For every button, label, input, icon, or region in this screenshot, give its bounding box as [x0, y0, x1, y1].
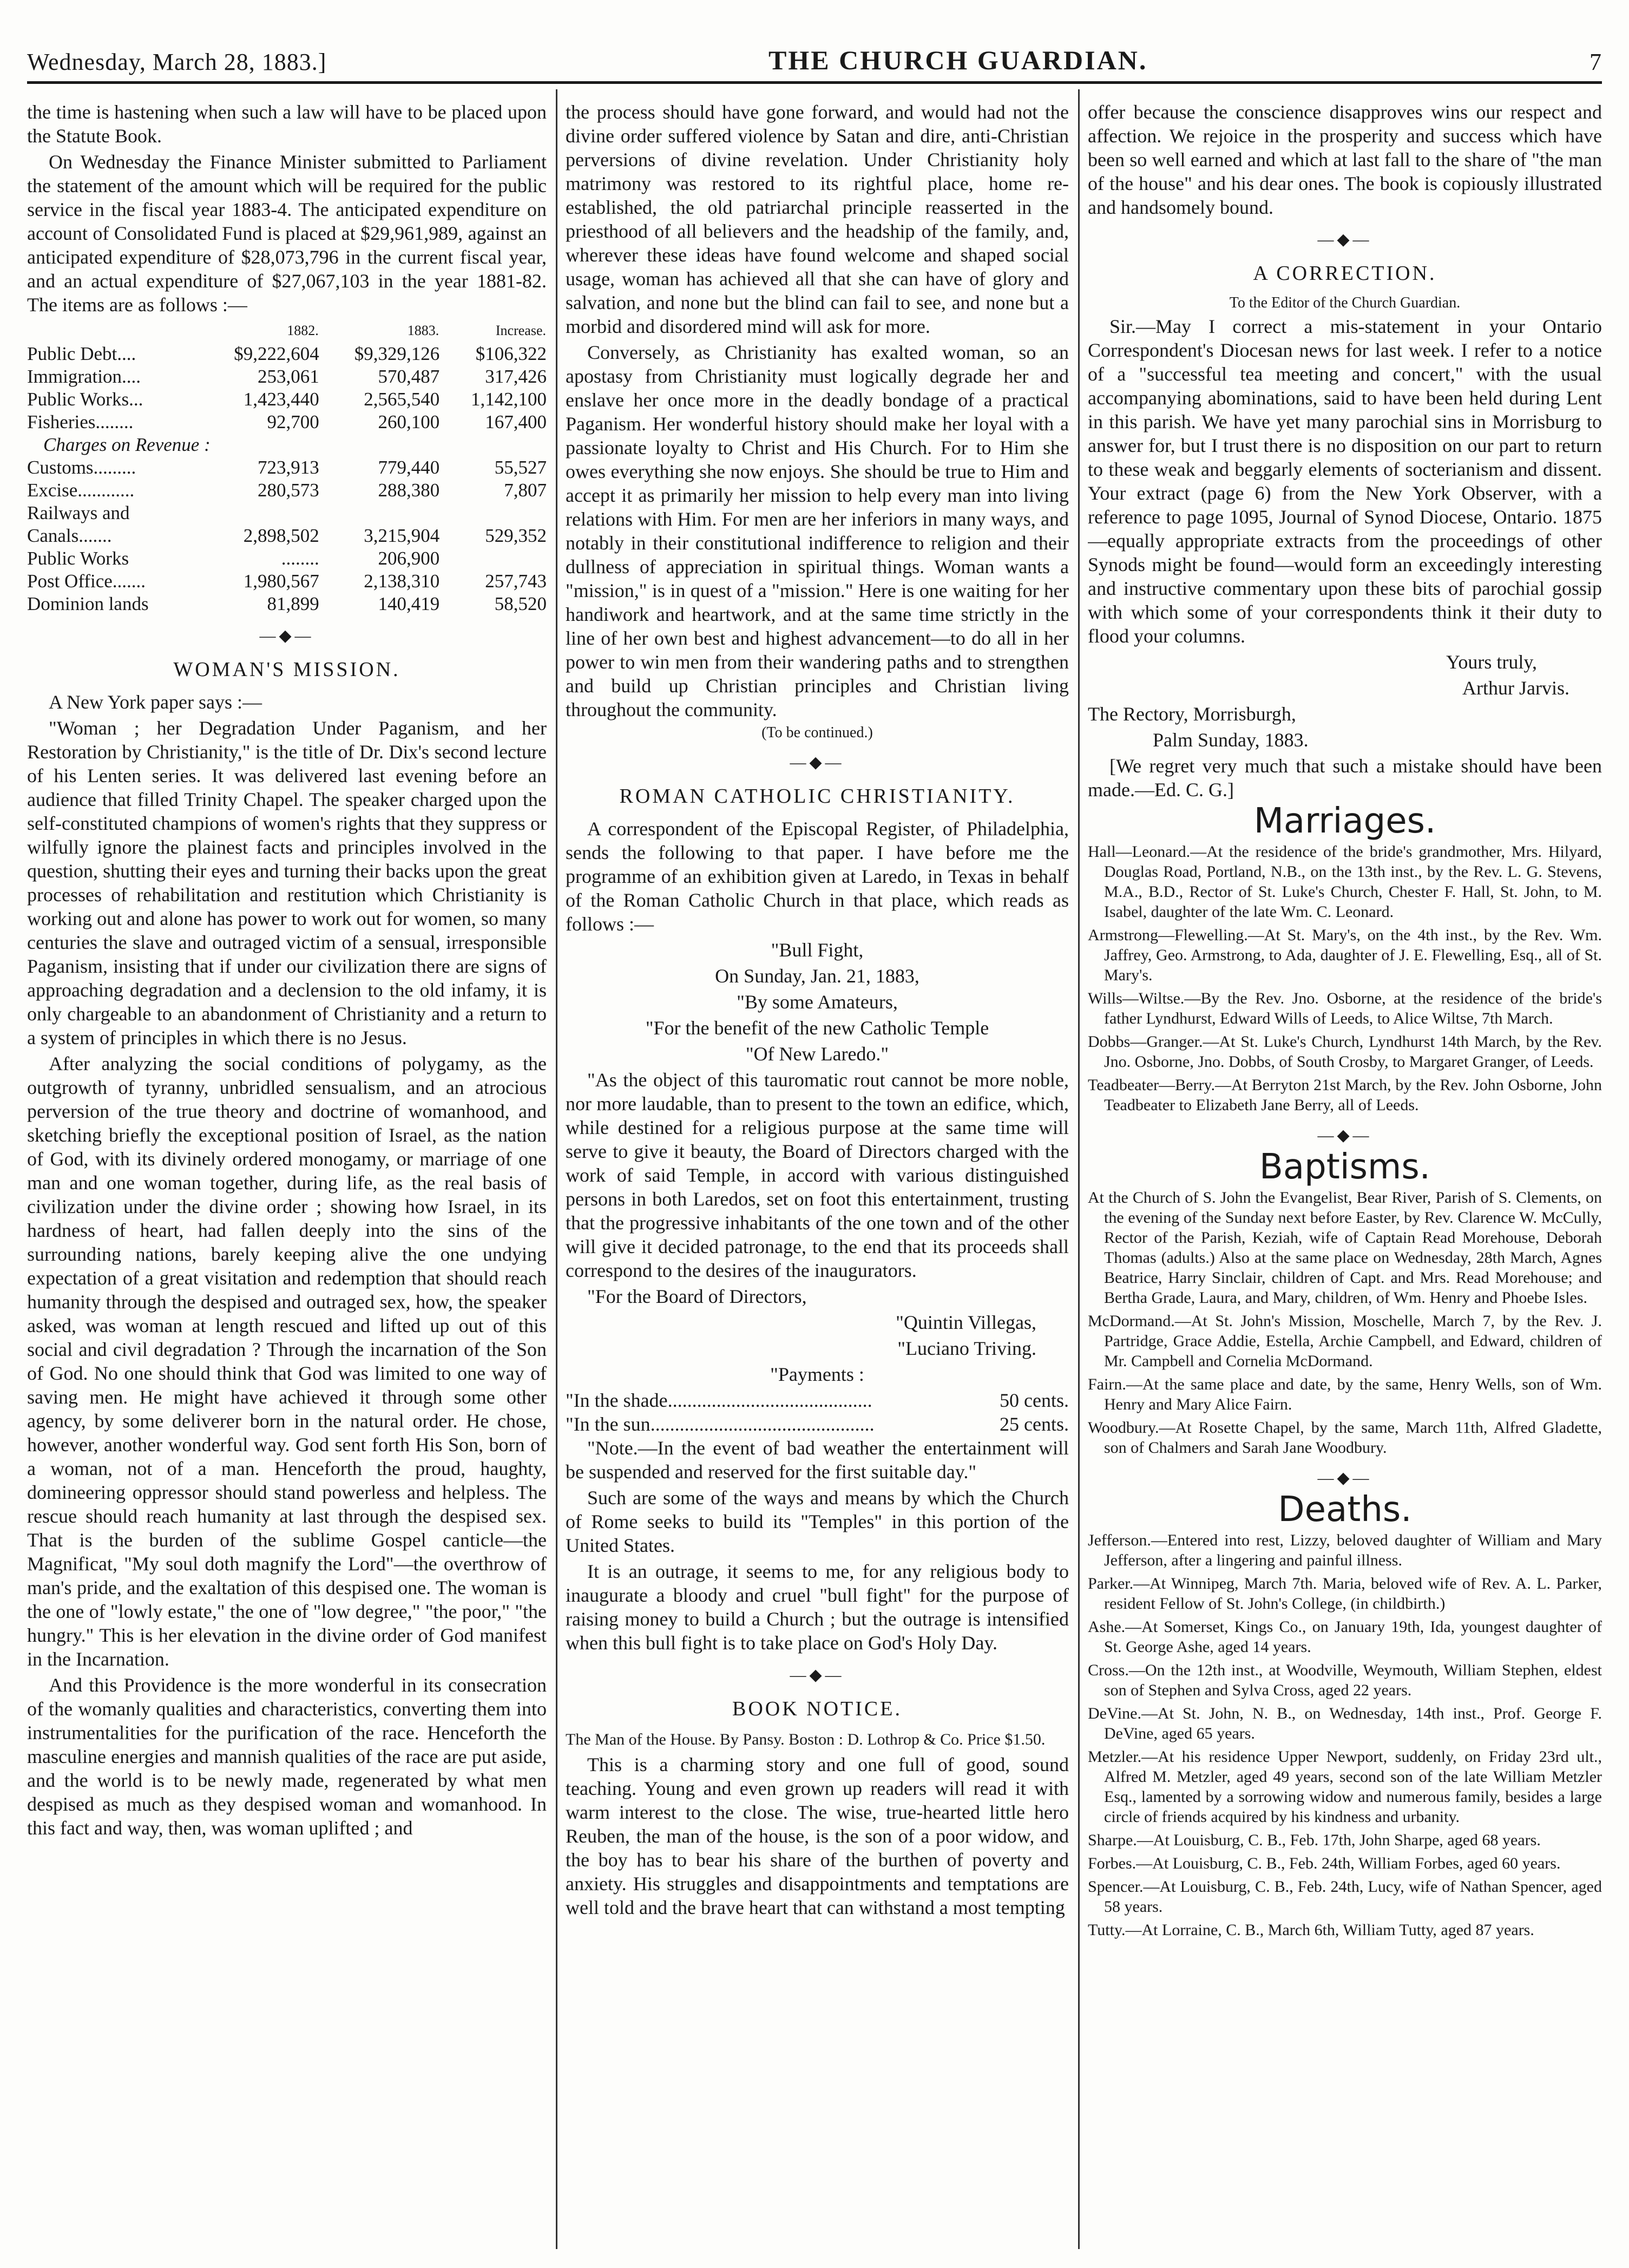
ornament-divider: —◆—	[259, 627, 314, 645]
ornament-divider: —◆—	[790, 753, 845, 771]
column-2	[566, 100, 1069, 2244]
notice-entry: Cross.—On the 12th inst., at Woodville, Weymouth, William Stephen, eldest son of Stephen and Sylva Cross, aged 22 years.	[1088, 1661, 1602, 1699]
deaths-heading: Deaths.	[1278, 1490, 1412, 1530]
closing: Yours truly,	[1446, 651, 1537, 673]
signature: Arthur Jarvis.	[1462, 677, 1569, 699]
ornament-divider: —◆—	[790, 1666, 845, 1684]
programme-line: "For the benefit of the new Catholic Temple	[645, 1017, 989, 1039]
notice-entry: Hall—Leonard.—At the residence of the bride's grandmother, Mrs. Hilyard, Douglas Road, Portland, N.B., on the 13th inst., by the Rev. L. G. Stevens, M.A., B.D., Rector of St. Luke's Church, Chester F. Hall, St. John, to M. Isabel, daughter of the late Wm. C. Leonard.	[1088, 843, 1602, 921]
table-row: Immigration.... 253,061 570,487 317,426	[27, 366, 547, 387]
notice-entry: Tutty.—At Lorraine, C. B., March 6th, William Tutty, aged 87 years.	[1088, 1921, 1534, 1939]
notice-entry: Dobbs—Granger.—At St. Luke's Church, Lyndhurst 14th March, by the Rev. Jno. Osborne, Jno. Dobbs, of South Crosby, to Margaret Granger, of Leeds.	[1088, 1033, 1602, 1071]
notice-entry: Ashe.—At Somerset, Kings Co., on January 19th, Ida, youngest daughter of St. George Ashe, aged 14 years.	[1088, 1618, 1602, 1656]
table-row: Railways and	[27, 502, 130, 523]
page-number: 7	[1589, 49, 1602, 75]
notice-entry: Forbes.—At Louisburg, C. B., Feb. 24th, William Forbes, aged 60 years.	[1088, 1854, 1561, 1872]
payment-row: "In the shade.......................................... 50 cents.	[566, 1389, 1069, 1411]
programme-line: "Bull Fight,	[771, 939, 864, 961]
paragraph: It is an outrage, it seems to me, for any religious body to inaugurate a bloody and cruel "bull fight" for the purpose of raising money to build a Church ; but the outrage is intensified when this bull fight is to take place on God's Holy Day.	[566, 1561, 1069, 1654]
section-title: ROMAN CATHOLIC CHRISTIANITY.	[619, 785, 1015, 808]
paragraph: Such are some of the ways and means by which the Church of Rome seeks to build its "Temples" in this portion of the United States.	[566, 1487, 1069, 1556]
marriages-heading: Marriages.	[1253, 801, 1436, 841]
paragraph: A correspondent of the Episcopal Register, of Philadelphia, sends the following to that paper. I have before me the programme of an exhibition given at Laredo, in Texas in behalf of the Roman Catholic Church in that place, which reads as follows :—	[566, 818, 1069, 935]
column-1	[27, 100, 547, 2244]
paragraph: "Woman ; her Degradation Under Paganism, and her Restoration by Christianity," is the title of Dr. Dix's second lecture of his Lenten series. It was delivered last evening before an audience that filled Trinity Chapel. The speaker charged upon the self-constituted champions of women's rights that they suppress or wilfully ignore the plainest facts and principles involved in the question, shutting their eyes and turning their backs upon the great processes of rehabilitation and restitution which Christianity is working out and alone has power to work out for women, so many centuries the slave and outraged victim of a sensual, irresponsible Paganism, insisting that if under our civilization there are signs of approaching degradation and a declension to the old infamy, it is only chargeable to an abandonment of Christianity and a return to a system of principles in which there is no Jesus.	[27, 717, 547, 1048]
notice-entry: Jefferson.—Entered into rest, Lizzy, beloved daughter of William and Mary Jefferson, after a lingering and painful illness.	[1088, 1531, 1602, 1569]
paragraph: On Wednesday the Finance Minister submitted to Parliament the statement of the amount which will be required for the public service in the fiscal year 1883-4. The anticipated expenditure on account of Consolidated Fund is placed at $29,961,989, against an anticipated expenditure of $28,073,796 in the current fiscal year, and an actual expenditure of $27,067,103 in the year 1881-82. The items are as follows :—	[27, 151, 547, 316]
paragraph: Sir.—May I correct a mis-statement in your Ontario Correspondent's Diocesan news for last week. I refer to a notice of a "successful tea meeting and concert," with the usual accompanying abominations, said to have been held during Lent in this parish. We have yet many parochial sins in Morrisburg to answer for, but I trust there is no disposition on our part to return to these weak and beggarly elements of socterianism and dissent. Your extract (page 6) from the New York Observer, with a reference to page 1095, Journal of Synod Diocese, Ontario. 1875—equally appropriate extracts from the proceedings of other Synods might be found—would form an exceedingly interesting and instructive commentary upon these bits of parochial gossip with which some of your correspondents think it their duty to flood your columns.	[1088, 316, 1602, 647]
paragraph: And this Providence is the more wonderful in its consecration of the womanly qualities and characteristics, converting them into instrumentalities for the purification of the race. Henceforth the masculine energies and mannish qualities of the race are put aside, and the world is to be newly made, regenerated by what men despised as much as they despised woman and womanhood. In this fact and way, then, was woman uplifted ; and	[27, 1674, 547, 1839]
section-title: WOMAN'S MISSION.	[173, 658, 400, 681]
payment-row: "In the sun.............................................. 25 cents.	[566, 1413, 1069, 1435]
column-header: Increase.	[495, 323, 546, 338]
table-header-row	[27, 319, 547, 343]
paragraph: This is a charming story and one full of good, sound teaching. Young and even grown up readers will read it with warm interest to the close. The wise, true-hearted little hero Reuben, the man of the house, is the son of a poor widow, and the boy has to bear his share of the burthen of poverty and anxiety. His struggles and disappointments and temptations are well told and the brave heart that can withstand a most tempting	[566, 1754, 1069, 1918]
notice-entry: Spencer.—At Louisburg, C. B., Feb. 24th, Lucy, wife of Nathan Spencer, aged 58 years.	[1088, 1878, 1602, 1916]
page-header	[27, 11, 1602, 76]
ornament-divider: —◆—	[1317, 1469, 1372, 1487]
table-row: Customs......... 723,913 779,440 55,527	[27, 457, 547, 478]
paragraph: A New York paper says :—	[49, 691, 262, 713]
programme-line: On Sunday, Jan. 21, 1883,	[715, 965, 919, 987]
continued-note: (To be continued.)	[761, 724, 873, 741]
notice-entry: Metzler.—At his residence Upper Newport, suddenly, on Friday 23rd ult., Alfred M. Metzler, aged 49 years, second son of the late William Metzler Esq., lamented by a sorrowing widow and numerous family, besides a large circle of friends acquired by his kindness and urbanity.	[1088, 1748, 1602, 1826]
table-row: Public Debt.... $9,222,604 $9,329,126 $106,322	[27, 343, 547, 364]
column-divider	[556, 89, 557, 2249]
notice-entry: McDormand.—At St. John's Mission, Moschelle, March 7, by the Rev. J. Partridge, Grace Addie, Estella, Archie Campbell, and Edward, children of Mr. Campbell and Cornelia McDormand.	[1088, 1312, 1602, 1370]
book-citation: The Man of the House. By Pansy. Boston : D. Lothrop & Co. Price $1.50.	[566, 1731, 1046, 1748]
paragraph: "For the Board of Directors,	[587, 1286, 807, 1307]
header-rule	[27, 81, 1602, 84]
notice-entry: At the Church of S. John the Evangelist, Bear River, Parish of S. Clements, on the evening of the Sunday next before Easter, by Rev. Clarence W. McCully, Rector of the Parish, Keziah, wife of Captain Read Morehouse, Deborah Thomas (adults.) Also at the same place on Wednesday, 28th March, Agnes Beatrice, Harry Sinclair, children of Capt. and Mrs. Read Morehouse; and Bertha Grade, Laura, and Mary, children, of Wm. Henry and Phoebe Isles.	[1088, 1189, 1602, 1307]
notice-entry: Parker.—At Winnipeg, March 7th. Maria, beloved wife of Rev. A. L. Parker, resident Fellow of St. John's College, (in childbirth.)	[1088, 1575, 1602, 1612]
signature: "Luciano Triving.	[897, 1338, 1036, 1359]
table-row: Dominion lands 81,899 140,419 58,520	[27, 593, 547, 614]
column-header: 1882.	[287, 323, 319, 338]
notice-entry: Wills—Wiltse.—By the Rev. Jno. Osborne, at the residence of the bride's father Lyndhurst, Edward Wills of Leeds, to Alice Wiltse, 7th March.	[1088, 989, 1602, 1027]
baptisms-heading: Baptisms.	[1259, 1147, 1430, 1187]
section-title: A CORRECTION.	[1253, 262, 1437, 285]
programme-line: "By some Amateurs,	[737, 991, 898, 1013]
table-subheading: Charges on Revenue :	[43, 434, 211, 455]
expenditure-table	[27, 319, 547, 615]
table-row: Fisheries........ 92,700 260,100 167,400	[27, 411, 547, 432]
table-row: Excise............ 280,573 288,380 7,807	[27, 480, 547, 501]
table-row: Canals....... 2,898,502 3,215,904 529,352	[27, 525, 547, 546]
masthead-title: THE CHURCH GUARDIAN.	[768, 45, 1148, 75]
notice-entry: Armstrong—Flewelling.—At St. Mary's, on the 4th inst., by the Rev. Wm. Jaffrey, Geo. Armstrong, to Ada, daughter of J. E. Flewelling, Esq., all of St. Mary's.	[1088, 926, 1602, 984]
payments-label: "Payments :	[770, 1364, 864, 1385]
paragraph: After analyzing the social conditions of polygamy, as the outgrowth of tyranny, unbridled sensualism, and an atrocious perversion of the true theory and doctrine of womanhood, and sketching briefly the exceptional position of Israel, as the nation of God, with its divinely ordered monogamy, or marriage of one man and one woman together, during life, as the real basis of civilization under the divine order ; showing how Israel, in its hardness of heart, had fallen deeply into the sins of the surrounding nations, barely keeping alive the one undying expectation of a great visitation and redemption that should reach humanity through the despised and outraged sex, how, the speaker asked, was woman at length rescued and lifted up out of this social and civil degradation ? Through the incarnation of the Son of God. No one should think that God was limited to one way of saving men. He might have achieved it through some other agency, by some deliverer born in the natural order. He chose, however, another wonderful way. God sent forth His Son, born of a woman, not of a man. Henceforth the proud, haughty, domineering oppressor should stand powerless and helpless. The rescue should reach humanity at last through the despised sex. That is the burden of the sublime Gospel canticle—the Magnificat, "My soul doth magnify the Lord"—the overthrow of man's pride, and the exaltation of this despised one. The woman is the one of "lowly estate," the one of "low degree," "the poor," "the hungry." This is her elevation in the divine order of God manifest in the Incarnation.	[27, 1053, 547, 1670]
paragraph: the process should have gone forward, and would had not the divine order suffered violence by Satan and dire, anti-Christian perversions of divine revelation. Under Christianity holy matrimony was restored to its rightful place, home re-established, the old patriarchal principle reasserted in the priesthood of all believers and the headship of the family, and, wherever these ideas have found welcome and shaped social usage, woman has achieved all that she can have of glory and salvation, and none but the blind can fail to see, and none but a morbid and disordered mind will ask for more.	[566, 101, 1069, 337]
column-header: 1883.	[407, 323, 439, 338]
notice-entry: DeVine.—At St. John, N. B., on Wednesday, 14th inst., Prof. George F. DeVine, aged 65 years.	[1088, 1705, 1602, 1742]
paragraph: "Note.—In the event of bad weather the entertainment will be suspended and reserved for the first suitable day."	[566, 1437, 1069, 1483]
notice-entry: Woodbury.—At Rosette Chapel, by the same, March 11th, Alfred Gladette, son of Chalmers and Sarah Jane Woodbury.	[1088, 1419, 1602, 1457]
place-line: The Rectory, Morrisburgh,	[1088, 703, 1296, 725]
section-title: BOOK NOTICE.	[732, 1697, 902, 1720]
editor-note: [We regret very much that such a mistake should have been made.—Ed. C. G.]	[1088, 755, 1602, 801]
notice-entry: Sharpe.—At Louisburg, C. B., Feb. 17th, John Sharpe, aged 68 years.	[1088, 1831, 1541, 1849]
column-divider	[1078, 89, 1080, 2249]
table-row: Public Works ........ 206,900	[27, 548, 440, 569]
letter-address: To the Editor of the Church Guardian.	[1229, 294, 1461, 311]
column-3	[1088, 100, 1602, 2244]
ornament-divider: —◆—	[1317, 231, 1372, 248]
notice-entry: Teadbeater—Berry.—At Berryton 21st March, by the Rev. John Osborne, John Teadbeater to Elizabeth Jane Berry, all of Leeds.	[1088, 1076, 1602, 1114]
paragraph: the time is hastening when such a law will have to be placed upon the Statute Book.	[27, 101, 547, 147]
table-row: Public Works... 1,423,440 2,565,540 1,142,100	[27, 389, 547, 410]
signature: "Quintin Villegas,	[896, 1312, 1036, 1333]
place-line: Palm Sunday, 1883.	[1153, 729, 1309, 751]
table-row: Post Office....... 1,980,567 2,138,310 257,743	[27, 571, 547, 592]
programme-line: "Of New Laredo."	[745, 1043, 889, 1065]
header-date: Wednesday, March 28, 1883.]	[27, 49, 327, 75]
paragraph: Conversely, as Christianity has exalted woman, so an apostasy from Christianity must logically degrade her and enslave her once more in the deadly bondage of a practical Paganism. Her wonderful history should make her loyal with a passionate loyalty to Christ and His Church. For to Him she owes everything she now enjoys. She should be true to Him and accept it as primarily her mission to help every man into living relations with Him. For men are her inferiors in many ways, and notably in their constitutional indifference to religion and their dullness of appreciation in spiritual things. Woman wants a "mission," is in quest of a "mission." Here is one waiting for her handiwork and heartwork, and at the same time strictly in the line of her own best and highest advancement—to do all in her power to win men from their wandering paths and to strengthen and build up Christian principles and Christian living throughout the community.	[566, 342, 1069, 720]
paragraph: offer because the conscience disapproves wins our respect and affection. We rejoice in the prosperity and success which have been so well earned and which at last fall to the share of "the man of the house" and his dear ones. The book is copiously illustrated and handsomely bound.	[1088, 101, 1602, 218]
ornament-divider: —◆—	[1317, 1126, 1372, 1144]
notice-entry: Fairn.—At the same place and date, by the same, Henry Wells, son of Wm. Henry and Mary Alice Fairn.	[1088, 1375, 1602, 1413]
paragraph: "As the object of this tauromatic rout cannot be more noble, nor more laudable, than to present to the town an edifice, which, while destined for a religious purpose at the same time will serve to give it beauty, the Board of Directors charged with the work of said Temple, in accord with various distinguished persons in both Laredos, set on foot this entertainment, trusting that the progressive inhabitants of the one town and of the other will give it decided patronage, to the end that its proceeds shall correspond to the desires of the inaugurators.	[566, 1069, 1069, 1281]
